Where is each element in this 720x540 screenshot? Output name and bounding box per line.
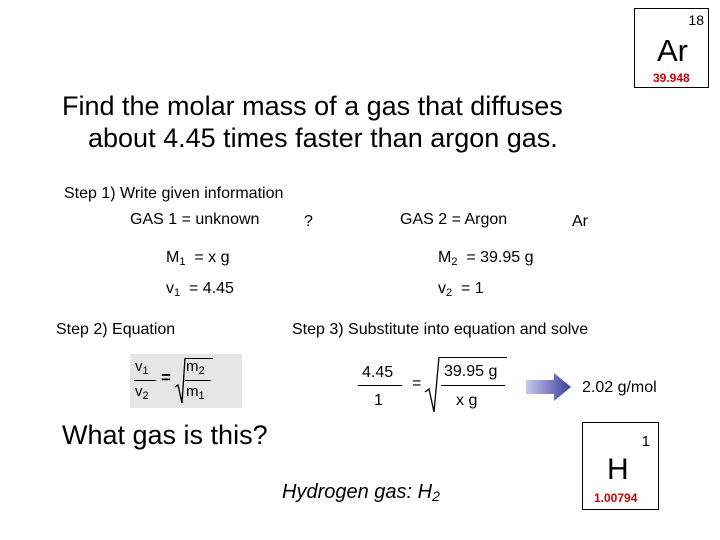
- eq-v1: $v_1$: [135, 358, 149, 377]
- gas1-unknown-mark: ?: [304, 213, 313, 230]
- answer-text: Hydrogen gas: $H_2$: [282, 481, 440, 504]
- argon-element-tile: [634, 8, 709, 88]
- v1-given: $v_1 = 4.45$: [166, 280, 234, 299]
- gas2-label: GAS 2 = Argon: [400, 211, 508, 228]
- question-text: What gas is this?: [62, 420, 268, 450]
- eq-right-fraction-bar: [185, 380, 211, 381]
- problem-line-1: Find the molar mass of a gas that diffuses: [62, 91, 563, 121]
- sub-right-fraction-bar: [441, 385, 505, 386]
- eq-m1: $m_1$: [186, 383, 205, 402]
- sub-rhs-denominator: x g: [456, 392, 478, 409]
- square-root-icon: [424, 356, 440, 414]
- step3-heading: Step 3) Substitute into equation and solve: [292, 321, 589, 338]
- eq-m2: $m_2$: [186, 358, 205, 377]
- gas2-symbol: Ar: [572, 213, 588, 230]
- sub-lhs-denominator: 1: [374, 392, 383, 409]
- sub-lhs-numerator: 4.45: [362, 364, 394, 381]
- problem-line-2: about 4.45 times faster than argon gas.: [88, 123, 558, 153]
- eq-v2: $v_2$: [135, 383, 149, 402]
- hydrogen-element-tile: [582, 422, 659, 510]
- right-arrow-icon: [526, 372, 572, 402]
- hydrogen-symbol: H: [607, 453, 629, 486]
- eq-left-fraction-bar: [134, 380, 156, 381]
- sub-radical-bar: [439, 357, 507, 358]
- square-root-icon: [174, 357, 186, 405]
- sub-left-fraction-bar: [358, 385, 402, 386]
- sub-equals: =: [412, 375, 422, 392]
- graham-law-equation: [130, 354, 242, 408]
- step1-heading: Step 1) Write given information: [64, 185, 284, 202]
- result-value: 2.02 g/mol: [582, 379, 657, 396]
- argon-atomic-number: 18: [688, 12, 704, 28]
- hydrogen-atomic-number: 1: [641, 433, 650, 450]
- m1-given: $M_1 = x$ g: [166, 249, 230, 268]
- sub-rhs-numerator: 39.95 g: [444, 363, 498, 380]
- m2-given: $M_2 = 39.95$ g: [438, 249, 534, 268]
- v2-given: $v_2 = 1$: [438, 280, 484, 299]
- argon-atomic-mass: 39.948: [653, 71, 690, 85]
- argon-symbol: Ar: [657, 33, 688, 68]
- step2-heading: Step 2) Equation: [56, 321, 176, 338]
- hydrogen-atomic-mass: 1.00794: [594, 491, 638, 505]
- gas1-label: GAS 1 = unknown: [130, 211, 260, 228]
- eq-equals: =: [161, 368, 171, 387]
